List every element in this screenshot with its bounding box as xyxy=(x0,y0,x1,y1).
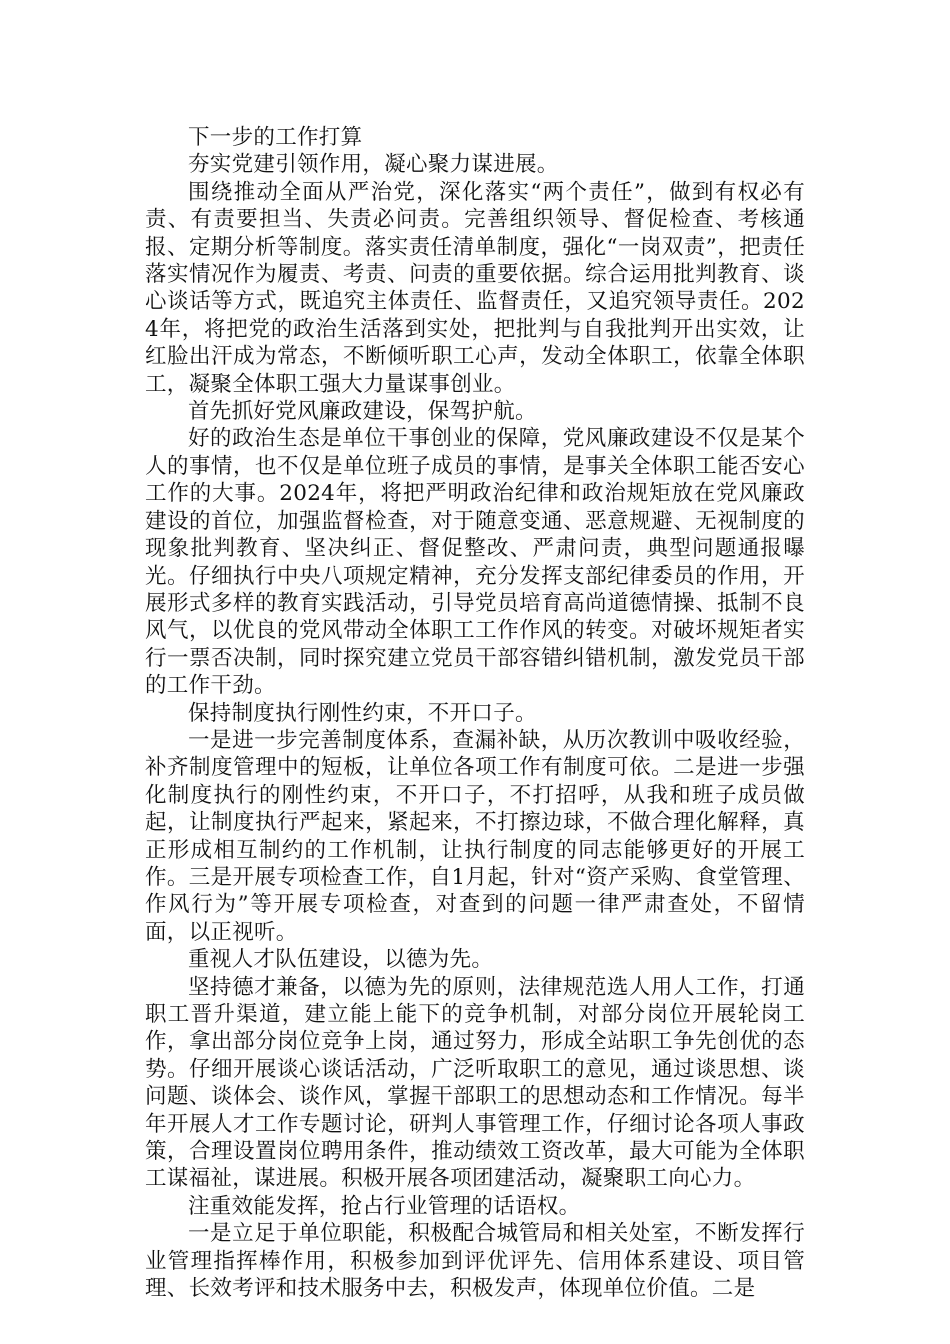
paragraph-integrity: 好的政治生态是单位干事创业的保障，党风廉政建设不仅是某个人的事情，也不仅是单位班子成员的事情，是事关全体职工能否安心工作的大事。2024年，将把严明政治纪律和政治规矩放在党风廉政建设的首位，加强监督检查，对于随意变通、恶意规避、无视制度的现象批判教育、坚决纠正、督促整改、严肃问责，典型问题通报曝光。仔细执行中央八项规定精神，充分发挥支部纪律委员的作用，开展形式多样的教育实践活动，引导党员培育高尚道德情操、抵制不良风气，以优良的党风带动全体职工工作作风的转变。对破坏规矩者实行一票否决制，同时探究建立党员干部容错纠错机制，激发党员干部的工作干劲。 xyxy=(145,426,805,699)
subheading-rules: 保持制度执行刚性约束，不开口子。 xyxy=(188,700,537,726)
document-body xyxy=(145,124,805,1302)
paragraph-rules: 一是进一步完善制度体系，查漏补缺，从历次教训中吸收经验，补齐制度管理中的短板，让单位各项工作有制度可依。二是进一步强化制度执行的刚性约束，不开口子，不打招呼，从我和班子成员做起，让制度执行严起来，紧起来，不打擦边球，不做合理化解释，真正形成相互制约的工作机制，让执行制度的同志能够更好的开展工作。三是开展专项检查工作，自1月起，针对“资产采购、食堂管理、作风行为”等开展专项检查，对查到的问题一律严肃查处，不留情面，以正视听。 xyxy=(145,727,805,945)
subheading-party-building: 夯实党建引领作用，凝心聚力谋进展。 xyxy=(188,152,559,178)
paragraph-efficiency: 一是立足于单位职能，积极配合城管局和相关处室，不断发挥行业管理指挥棒作用，积极参加到评优评先、信用体系建设、项目管理、长效考评和技术服务中去，积极发声，体现单位价值。二是 xyxy=(145,1221,805,1302)
section-heading: 下一步的工作打算 xyxy=(188,125,363,150)
subheading-integrity: 首先抓好党风廉政建设，保驾护航。 xyxy=(188,399,537,425)
paragraph-responsibility: 围绕推动全面从严治党，深化落实“两个责任”，做到有权必有责、有责要担当、失责必问责。完善组织领导、督促检查、考核通报、定期分析等制度。落实责任清单制度，强化“一岗双责”，把责任落实情况作为履责、考责、问责的重要依据。综合运用批判教育、谈心谈话等方式，既追究主体责任、监督责任，又追究领导责任。2024年，将把党的政治生活落到实处，把批判与自我批判开出实效，让红脸出汗成为常态，不断倾听职工心声，发动全体职工，依靠全体职工，凝聚全体职工强大力量谋事创业。 xyxy=(145,179,805,397)
subheading-talent: 重视人才队伍建设，以德为先。 xyxy=(188,947,494,973)
subheading-efficiency: 注重效能发挥，抢占行业管理的话语权。 xyxy=(188,1193,581,1219)
paragraph-talent: 坚持德才兼备，以德为先的原则，法律规范选人用人工作，打通职工晋升渠道，建立能上能下的竞争机制，对部分岗位开展轮岗工作，拿出部分岗位竞争上岗，通过努力，形成全站职工争先创优的态势。仔细开展谈心谈话活动，广泛听取职工的意见，通过谈思想、谈问题、谈体会、谈作风，掌握干部职工的思想动态和工作情况。每半年开展人才工作专题讨论，研判人事管理工作，仔细讨论各项人事政策，合理设置岗位聘用条件，推动绩效工资改革，最大可能为全体职工谋福祉，谋进展。积极开展各项团建活动，凝聚职工向心力。 xyxy=(145,974,805,1192)
